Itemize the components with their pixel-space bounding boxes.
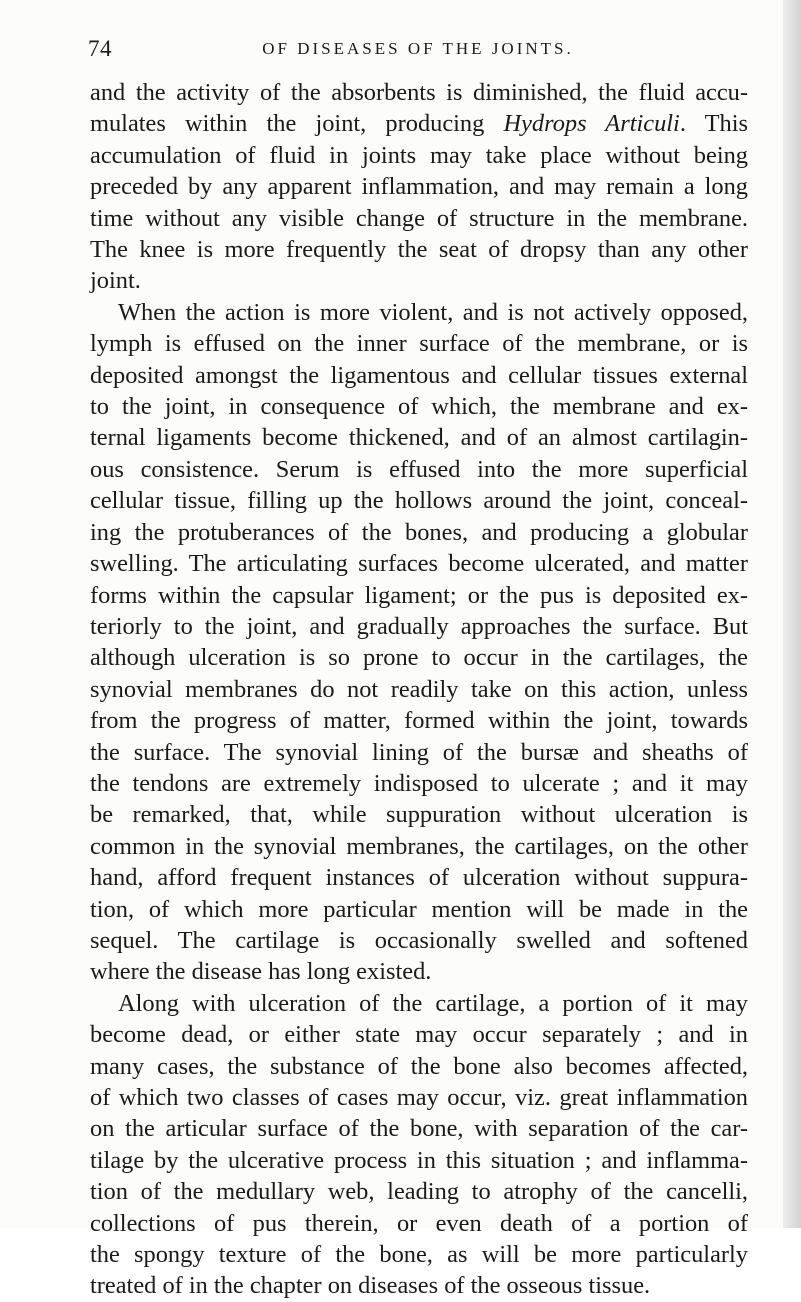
paragraph [90,297,748,988]
text-line: accumulation of fluid in joints may take place without being [90,141,748,169]
text-line: collections of pus therein, or even death of a portion of [90,1209,748,1237]
text-line: many cases, the substance of the bone also becomes affected, [90,1052,748,1080]
text-line: on the articular surface of the bone, with separation of the car- [90,1115,748,1143]
paragraph [90,988,748,1302]
paragraph [90,77,748,297]
page-header [88,36,748,70]
page-edge-shadow [783,0,801,1228]
text-line: although ulceration is so prone to occur in the cartilages, the [90,644,748,672]
text-line: of which two classes of cases may occur, viz. great inflammation [90,1084,748,1111]
latin-term: Hydrops Articuli [503,110,680,138]
text-line: from the progress of matter, formed within the joint, towards [90,707,748,735]
text-line: synovial membranes do not readily take on this action, unless [90,675,748,703]
page-number: 74 [88,36,112,61]
text-line: deposited amongst the ligamentous and cellular tissues external [90,361,748,389]
text-line: swelling. The articulating surfaces become ulcerated, and matter [90,550,748,578]
text-line: common in the synovial membranes, the cartilages, on the other [90,832,748,860]
text-line: tilage by the ulcerative process in this situation ; and inflamma- [90,1146,748,1174]
text-line: to the joint, in consequence of which, the membrane and ex- [90,393,748,421]
text-line: mulates within the joint, producing Hydrops Articuli. This [90,110,749,138]
text-line: preceded by any apparent inflammation, and may remain a long [90,173,748,201]
text-line: cellular tissue, filling up the hollows around the joint, conceal- [90,487,748,515]
text-line: be remarked, that, while suppuration without ulceration is [90,801,748,829]
text-line: joint. [90,267,141,295]
text-line: ous consistence. Serum is effused into the more superficial [90,455,748,483]
text-line: ing the protuberances of the bones, and producing a globular [90,518,748,546]
body-text [90,77,748,1302]
text-line: ternal ligaments become thickened, and of an almost cartilagin- [90,424,748,452]
text-line: teriorly to the joint, and gradually approaches the surface. But [90,612,748,640]
text-line: When the action is more violent, and is not actively opposed, [118,298,748,326]
text-line: The knee is more frequently the seat of dropsy than any other [90,236,748,264]
text-line: tion, of which more particular mention will be made in the [90,895,748,923]
text-line: become dead, or either state may occur separately ; and in [90,1021,748,1049]
text-line: the spongy texture of the bone, as will be more particularly [90,1241,748,1269]
text-line: tion of the medullary web, leading to atrophy of the cancelli, [90,1178,748,1206]
text-line: lymph is effused on the inner surface of the membrane, or is [90,330,748,358]
text-line: where the disease has long existed. [90,958,432,986]
text-line: sequel. The cartilage is occasionally swelled and softened [90,926,748,954]
text-line: Along with ulceration of the cartilage, a portion of it may [118,989,748,1017]
text-line: and the activity of the absorbents is diminished, the fluid accu- [90,79,748,106]
text-line: hand, afford frequent instances of ulceration without suppura- [90,864,748,892]
text-line: time without any visible change of structure in the membrane. [90,204,748,232]
text-line: treated of in the chapter on diseases of the osseous tissue. [90,1272,651,1300]
running-head: OF DISEASES OF THE JOINTS. [262,39,574,58]
text-line: the tendons are extremely indisposed to ulcerate ; and it may [90,769,748,797]
text-line: the surface. The synovial lining of the bursæ and sheaths of [90,738,748,766]
text-line: forms within the capsular ligament; or the pus is deposited ex- [90,581,748,609]
